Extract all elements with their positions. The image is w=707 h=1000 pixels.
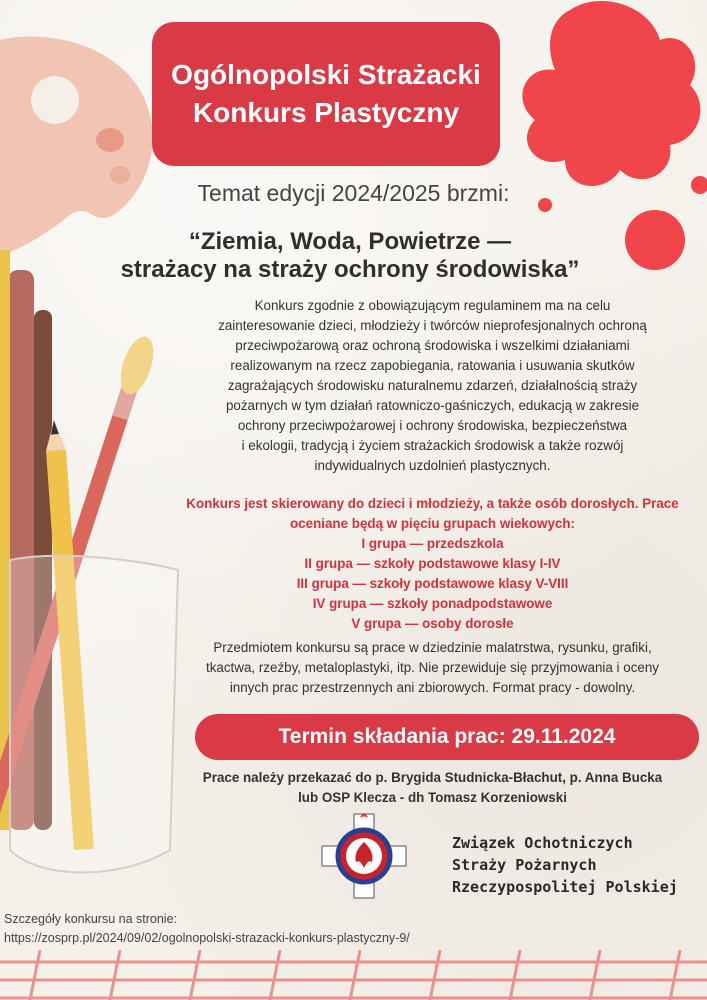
organization-line-2: Straży Pożarnych <box>452 856 597 874</box>
floor-pattern <box>0 950 707 1000</box>
age-group-item: IV grupa — szkoły ponadpodstawowe <box>312 596 553 611</box>
age-group-item: III grupa — szkoły podstawowe klasy V-VIII <box>296 576 569 591</box>
description-line: pożarnych w tym działań ratowniczo-gaśniczych, edukacją w zakresie <box>225 398 640 413</box>
audience-line-2: oceniane będą w pięciu grupach wiekowych: <box>290 516 575 531</box>
poster-title <box>152 22 500 166</box>
details-label: Szczegóły konkursu na stronie: <box>4 912 178 926</box>
organization-line-1: Związek Ochotniczych <box>452 834 633 852</box>
description-line: zagrażających środowisku naturalnemu zdarzeń, działalnością straży <box>227 378 638 393</box>
description-line: zainteresowanie dzieci, młodzieży i twórców nieprofesjonalnych ochroną <box>218 318 647 333</box>
subject-line: tkactwa, rzeźby, metaloplastyki, itp. Nie przewiduje się przyjmowania i oceny <box>206 660 659 675</box>
description-line: przeciwpożarową oraz ochroną środowiska i wszelkimi działaniami <box>235 338 630 353</box>
quote-line-2: strażacy na straży ochrony środowiska” <box>120 256 580 284</box>
paint-palette-icon <box>0 0 160 260</box>
subject-line: innych prac przestrzennych ani zbiorowych. Format pracy - dowolny. <box>229 680 636 695</box>
organization-line-3: Rzeczypospolitej Polskiej <box>452 878 678 896</box>
zosprp-emblem-icon <box>318 810 410 902</box>
organization-name <box>452 832 678 898</box>
description-line: Konkurs zgodnie z obowiązującym regulaminem ma na celu <box>254 298 611 313</box>
details-url: https://zosprp.pl/2024/09/02/ogolnopolski-strazacki-konkurs-plastyczny-9/ <box>4 931 410 945</box>
age-group-item: II grupa — szkoły podstawowe klasy I-IV <box>304 556 561 571</box>
description-line: indywidualnych uzdolnień plastycznych. <box>314 458 551 473</box>
quote-line-1: “Ziemia, Woda, Powietrze — <box>188 228 512 255</box>
description-line: ochrony przeciwpożarowej i ochrony środowiska, bezpieczeństwa <box>237 418 628 433</box>
details-section <box>4 910 410 948</box>
theme-quote <box>40 228 660 285</box>
delivery-line: lub OSP Klecza - dh Tomasz Korzeniowski <box>298 790 567 805</box>
delivery-info <box>170 768 695 808</box>
age-group-item: V grupa — osoby dorosłe <box>351 616 514 631</box>
description-line: i ekologii, tradycją i życiem strażackich środowisk a także rozwój <box>241 438 624 453</box>
contest-description <box>170 296 695 476</box>
delivery-line: Prace należy przekazać do p. Brygida Studnicka-Błachut, p. Anna Bucka <box>202 770 663 785</box>
deadline-banner: Termin składania prac: 29.11.2024 <box>195 714 699 760</box>
age-group-item: I grupa — przedszkola <box>361 536 504 551</box>
title-line-2: Konkurs Plastyczny <box>192 97 460 128</box>
audience-line-1: Konkurs jest skierowany do dzieci i młodzieży, a także osób dorosłych. Prace <box>186 496 679 511</box>
brushes-jar-illustration <box>0 230 180 890</box>
description-line: realizowanym na rzecz zapobiegania, ratowania i usuwania skutków <box>230 358 635 373</box>
title-line-1: Ogólnopolski Strażacki <box>171 59 481 91</box>
subject-line: Przedmiotem konkursu są prace w dziedzinie malatrstwa, rysunku, grafiki, <box>213 640 652 655</box>
contest-subject <box>170 638 695 698</box>
theme-heading: Temat edycji 2024/2025 brzmi: <box>197 180 510 206</box>
age-groups-section <box>170 494 695 634</box>
